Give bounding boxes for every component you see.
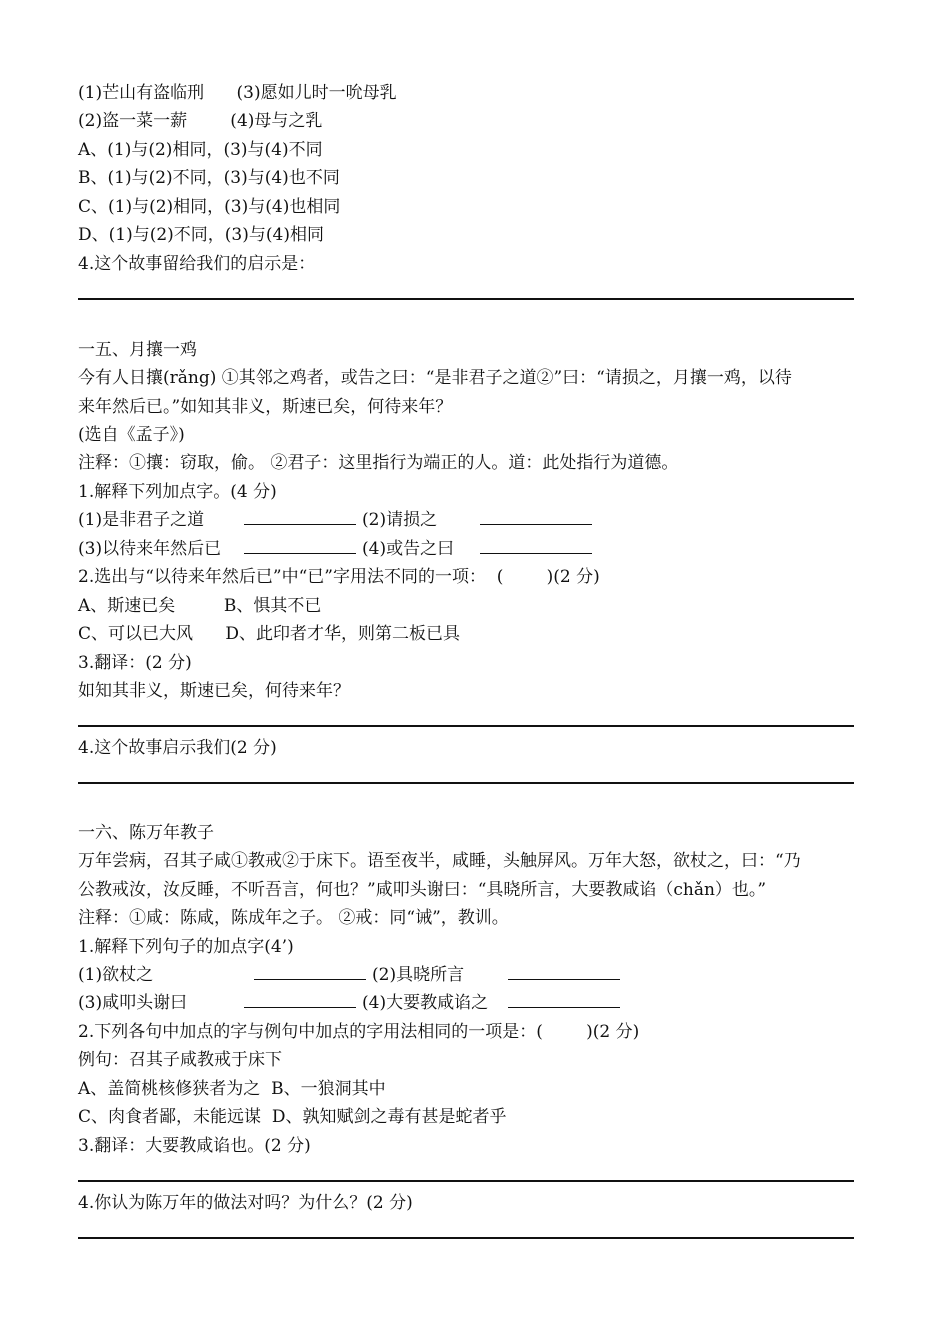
- passage-line: 公教戒汝，汝反睡，不听吾言，何也？”咸叩头谢曰：“具晓所言，大要教咸谄（chǎn）也。”: [78, 880, 767, 900]
- blank-row: (3)咸叩头谢曰 (4)大要教咸谄之: [78, 992, 626, 1014]
- fill-blank[interactable]: [480, 509, 592, 525]
- fill-blank[interactable]: [508, 964, 620, 980]
- choices-cd: C、可以已大风 D、此印者才华，则第二板已具: [78, 624, 461, 644]
- question-2: 2.下列各句中加点的字与例句中加点的字用法相同的一项是：( )(2 分): [78, 1022, 640, 1042]
- question-1: 1.解释下列加点字。(4 分): [78, 482, 277, 502]
- choice-d: D、(1)与(2)不同，(3)与(4)相同: [78, 225, 324, 245]
- fill-blank[interactable]: [254, 964, 366, 980]
- question-4: 4.这个故事留给我们的启示是：: [78, 254, 316, 274]
- passage-line: 今有人日攘(rǎng) ①其邻之鸡者，或告之曰：“是非君子之道②”曰：“请损之，月攘一鸡，以待: [78, 368, 792, 388]
- source-line: (选自《孟子》): [78, 425, 185, 445]
- question-4: 4.这个故事启示我们(2 分): [78, 738, 277, 758]
- passage-line: 来年然后已。”如知其非义，斯速已矣，何待来年？: [78, 397, 453, 417]
- fill-blank[interactable]: [508, 992, 620, 1008]
- choices-ab: A、盖简桃核修狭者为之 B、一狼洞其中: [78, 1079, 386, 1099]
- choices-cd: C、肉食者鄙，未能远谋 D、孰知赋剑之毒有甚是蛇者乎: [78, 1107, 507, 1127]
- blank-row: (1)欲杖之 (2)具晓所言: [78, 964, 626, 986]
- choice-a: A、(1)与(2)相同，(3)与(4)不同: [78, 140, 323, 160]
- question-4: 4.你认为陈万年的做法对吗？为什么？(2 分): [78, 1193, 413, 1213]
- fill-blank[interactable]: [480, 538, 592, 554]
- answer-line: [78, 1180, 854, 1182]
- note-line: 注释：①咸：陈咸，陈成年之子。 ②戒：同“诫”，教训。: [78, 908, 509, 928]
- blank-row: (1)是非君子之道 (2)请损之: [78, 509, 598, 531]
- translate-sentence: 如知其非义，斯速已矣，何待来年？: [78, 681, 350, 701]
- question-2: 2.选出与“以待来年然后已”中“已”字用法不同的一项： ( )(2 分): [78, 567, 600, 587]
- blank-row: (3)以待来年然后已 (4)或告之曰: [78, 538, 598, 560]
- passage-line: 万年尝病，召其子咸①教戒②于床下。语至夜半，咸睡，头触屏风。万年大怒，欲杖之，曰：“乃: [78, 851, 801, 871]
- fill-blank[interactable]: [244, 538, 356, 554]
- example-sentence: 例句：召其子咸教戒于床下: [78, 1050, 282, 1070]
- option-pair-line: (1)芒山有盗临刑 (3)愿如儿时一吮母乳: [78, 83, 397, 103]
- choice-b: B、(1)与(2)不同，(3)与(4)也不同: [78, 168, 340, 188]
- question-1: 1.解释下列句子的加点字(4’): [78, 937, 294, 957]
- option-pair-line: (2)盗一菜一薪 (4)母与之乳: [78, 111, 323, 131]
- question-3: 3.翻译：(2 分): [78, 653, 192, 673]
- question-3: 3.翻译：大要教咸谄也。(2 分): [78, 1136, 311, 1156]
- answer-line: [78, 782, 854, 784]
- fill-blank[interactable]: [244, 992, 356, 1008]
- section-title: 一五、月攘一鸡: [78, 340, 197, 360]
- answer-line: [78, 725, 854, 727]
- answer-line: [78, 1237, 854, 1239]
- note-line: 注释：①攘：窃取，偷。 ②君子：这里指行为端正的人。道：此处指行为道德。: [78, 453, 679, 473]
- answer-line: [78, 298, 854, 300]
- section-title: 一六、陈万年教子: [78, 823, 214, 843]
- choice-c: C、(1)与(2)相同，(3)与(4)也相同: [78, 197, 341, 217]
- choices-ab: A、斯速已矣 B、惧其不已: [78, 596, 322, 616]
- fill-blank[interactable]: [244, 509, 356, 525]
